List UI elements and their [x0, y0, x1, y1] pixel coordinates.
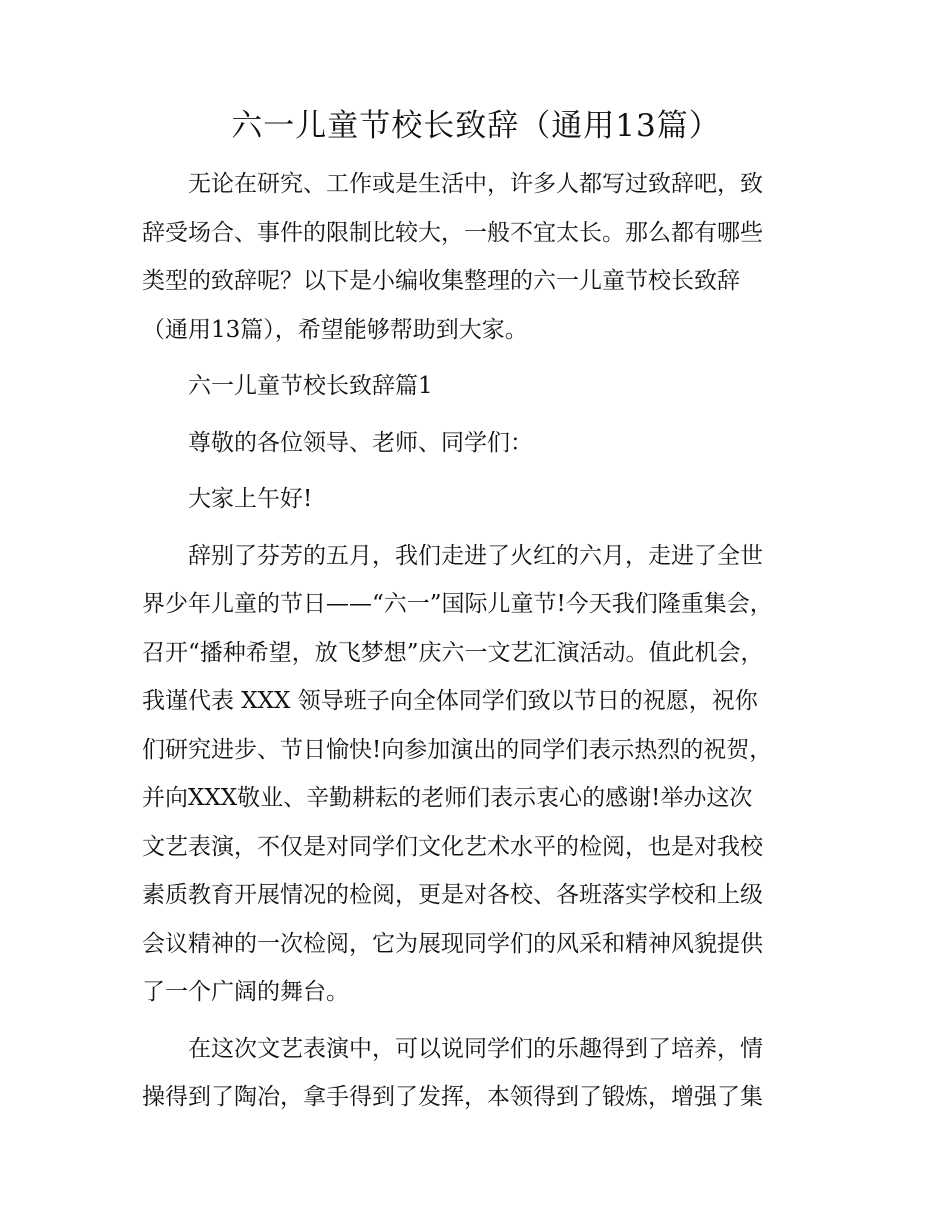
document-title: 六一儿童节校长致辞（通用13篇） — [231, 108, 721, 144]
paragraph-line: 素质教育开展情况的检阅，更是对各校、各班落实学校和上级 — [142, 882, 763, 908]
body-paragraph-1 — [142, 532, 810, 1017]
intro-line: 类型的致辞呢？以下是小编收集整理的六一儿童节校长致辞 — [142, 268, 740, 294]
document-body — [142, 160, 810, 1122]
section-heading: 六一儿童节校长致辞篇1 — [188, 373, 433, 399]
paragraph-line: 并向XXX敬业、辛勤耕耘的老师们表示衷心的感谢!举办这次 — [142, 785, 753, 811]
paragraph-line: 操得到了陶冶，拿手得到了发挥，本领得到了锻炼，增强了集 — [142, 1084, 763, 1110]
intro-line: （通用13篇），希望能够帮助到大家。 — [142, 316, 528, 343]
paragraph-line: 召开“播种希望，放飞梦想”庆六一文艺汇演活动。值此机会， — [142, 639, 764, 666]
paragraph-line: 辞别了芬芳的五月，我们走进了火红的六月，走进了全世 — [188, 542, 763, 569]
intro-line: 无论在研究、工作或是生活中，许多人都写过致辞吧，致 — [188, 171, 763, 197]
intro-paragraph — [142, 160, 810, 354]
paragraph-line: 们研究进步、节日愉快!向参加演出的同学们表示热烈的祝贺， — [142, 736, 773, 763]
greeting: 大家上午好! — [188, 486, 313, 512]
body-paragraph-2 — [142, 1025, 810, 1122]
paragraph-line: 文艺表演，不仅是对同学们文化艺术水平的检阅，也是对我校 — [142, 833, 763, 860]
paragraph-line: 会议精神的一次检阅，它为展现同学们的风采和精神风貌提供 — [142, 930, 763, 957]
paragraph-line: 界少年儿童的节日——“六一”国际儿童节!今天我们隆重集会， — [142, 591, 773, 617]
paragraph-line: 在这次文艺表演中，可以说同学们的乐趣得到了培养，情 — [188, 1035, 763, 1062]
salutation: 尊敬的各位领导、老师、同学们： — [188, 429, 533, 456]
intro-line: 辞受场合、事件的限制比较大，一般不宜太长。那么都有哪些 — [142, 219, 763, 246]
paragraph-line: 我谨代表 XXX 领导班子向全体同学们致以节日的祝愿，祝你 — [142, 688, 758, 714]
paragraph-line: 了一个广阔的舞台。 — [142, 979, 349, 1005]
